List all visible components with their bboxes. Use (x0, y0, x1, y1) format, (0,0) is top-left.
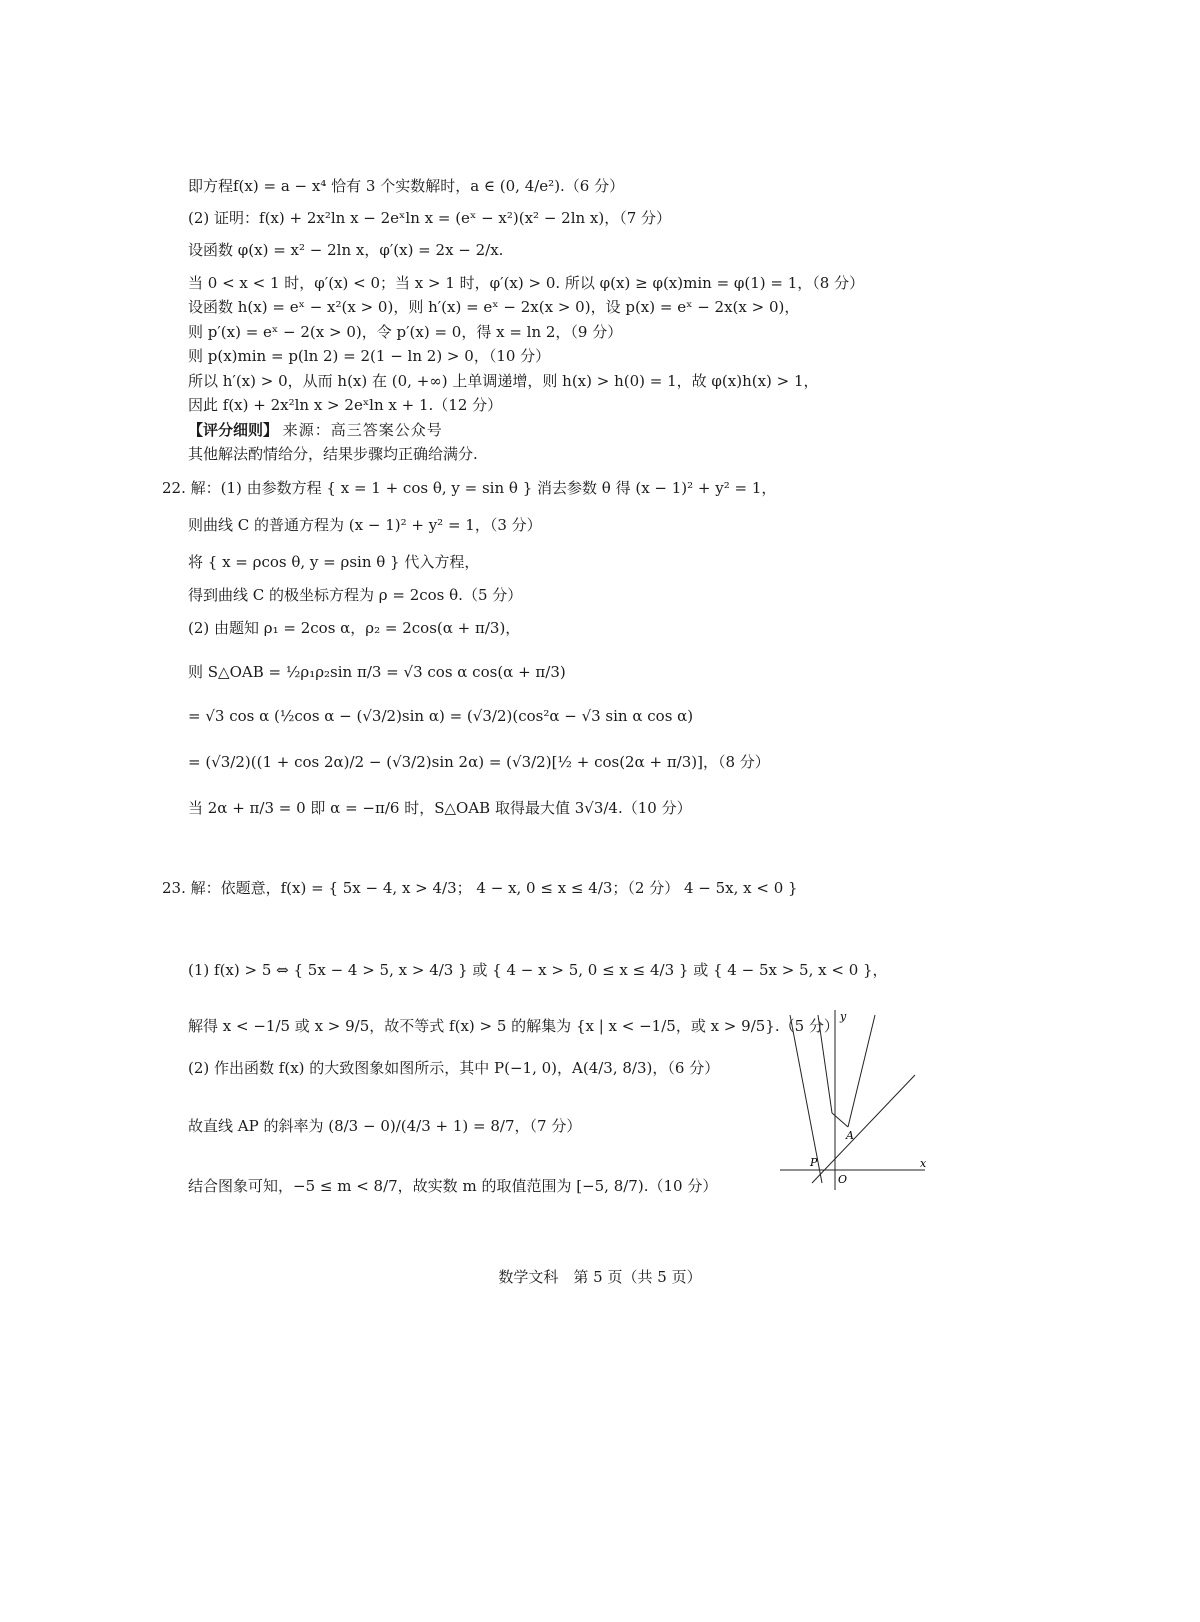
graph-line-right (848, 1015, 875, 1127)
text-line: 结合图象可知，−5 ≤ m < 8/7，故实数 m 的取值范围为 [−5, 8/7).（10 分） (188, 1177, 718, 1195)
text-line: = (√3/2)((1 + cos 2α)/2 − (√3/2)sin 2α) = (√3/2)[½ + cos(2α + π/3)]，（8 分） (188, 753, 770, 771)
x-axis-label: x (920, 1157, 927, 1170)
function-graph (800, 1010, 940, 1195)
graph-line-middle (832, 1113, 848, 1127)
text-line: 解得 x < −1/5 或 x > 9/5，故不等式 f(x) > 5 的解集为 {x | x < −1/5，或 x > 9/5}.（5 分） (188, 1017, 839, 1035)
rubric-label: 【评分细则】 (188, 421, 279, 439)
text-line: = √3 cos α (½cos α − (√3/2)sin α) = (√3/2)(cos²α − √3 sin α cos α) (188, 707, 694, 725)
text-line: 设函数 φ(x) = x² − 2ln x，φ′(x) = 2x − 2/x. (188, 241, 504, 259)
text-line: 当 2α + π/3 = 0 即 α = −π/6 时，S△OAB 取得最大值 3√3/4.（10 分） (188, 799, 692, 817)
text-line: 则曲线 C 的普通方程为 (x − 1)² + y² = 1，（3 分） (188, 516, 542, 534)
source-note: 来源：高三答案公众号 (282, 421, 443, 439)
text-line: 当 0 < x < 1 时，φ′(x) < 0；当 x > 1 时，φ′(x) > 0. 所以 φ(x) ≥ φ(x)min = φ(1) = 1，（8 分） (188, 274, 865, 292)
text-line: 23. 解：依题意，f(x) = { 5x − 4, x > 4/3； 4 − x, 0 ≤ x ≤ 4/3；（2 分） 4 − 5x, x < 0 } (162, 879, 798, 897)
text-line: 得到曲线 C 的极坐标方程为 ρ = 2cos θ.（5 分） (188, 586, 523, 604)
page-footer: 数学文科 第 5 页（共 5 页） (498, 1268, 702, 1286)
text-line: 故直线 AP 的斜率为 (8/3 − 0)/(4/3 + 1) = 8/7，（7 分） (188, 1117, 582, 1135)
text-line: 22. 解：(1) 由参数方程 { x = 1 + cos θ, y = sin θ } 消去参数 θ 得 (x − 1)² + y² = 1， (162, 479, 777, 497)
rubric-line (188, 420, 443, 440)
text-line: (2) 证明：f(x) + 2x²ln x − 2eˣln x = (eˣ − x²)(x² − 2ln x)，（7 分） (188, 209, 672, 227)
text-line: 所以 h′(x) > 0，从而 h(x) 在 (0, +∞) 上单调递增，则 h(x) > h(0) = 1，故 φ(x)h(x) > 1， (188, 372, 819, 390)
text-line: 则 p(x)min = p(ln 2) = 2(1 − ln 2) > 0，（10 分） (188, 347, 551, 365)
point-p-label: P (810, 1156, 818, 1169)
text-line: 因此 f(x) + 2x²ln x > 2eˣln x + 1.（12 分） (188, 396, 503, 414)
text-line: 将 { x = ρcos θ, y = ρsin θ } 代入方程， (188, 553, 480, 571)
text-line: (2) 作出函数 f(x) 的大致图象如图所示，其中 P(−1, 0)，A(4/3, 8/3)，（6 分） (188, 1059, 720, 1077)
graph-line-steep (818, 1015, 832, 1113)
text-line: 则 S△OAB = ½ρ₁ρ₂sin π/3 = √3 cos α cos(α + π/3) (188, 663, 566, 681)
text-line: 其他解法酌情给分，结果步骤均正确给满分. (188, 445, 478, 463)
text-line: 则 p′(x) = eˣ − 2(x > 0)，令 p′(x) = 0，得 x = ln 2，（9 分） (188, 323, 623, 341)
text-line: 设函数 h(x) = eˣ − x²(x > 0)，则 h′(x) = eˣ − 2x(x > 0)，设 p(x) = eˣ − 2x(x > 0)， (188, 298, 800, 316)
y-axis-label: y (840, 1010, 847, 1023)
line-ap (812, 1075, 915, 1183)
text-line: 即方程f(x) = a − x⁴ 恰有 3 个实数解时，a ∈ (0, 4/e²).（6 分） (188, 177, 625, 195)
text-line: (2) 由题知 ρ₁ = 2cos α，ρ₂ = 2cos(α + π/3)， (188, 619, 521, 637)
text-line: (1) f(x) > 5 ⇔ { 5x − 4 > 5, x > 4/3 } 或 { 4 − x > 5, 0 ≤ x ≤ 4/3 } 或 { 4 − 5x > 5, x < 0 }， (188, 961, 888, 979)
origin-label: O (838, 1173, 848, 1186)
point-a-label: A (846, 1129, 854, 1142)
